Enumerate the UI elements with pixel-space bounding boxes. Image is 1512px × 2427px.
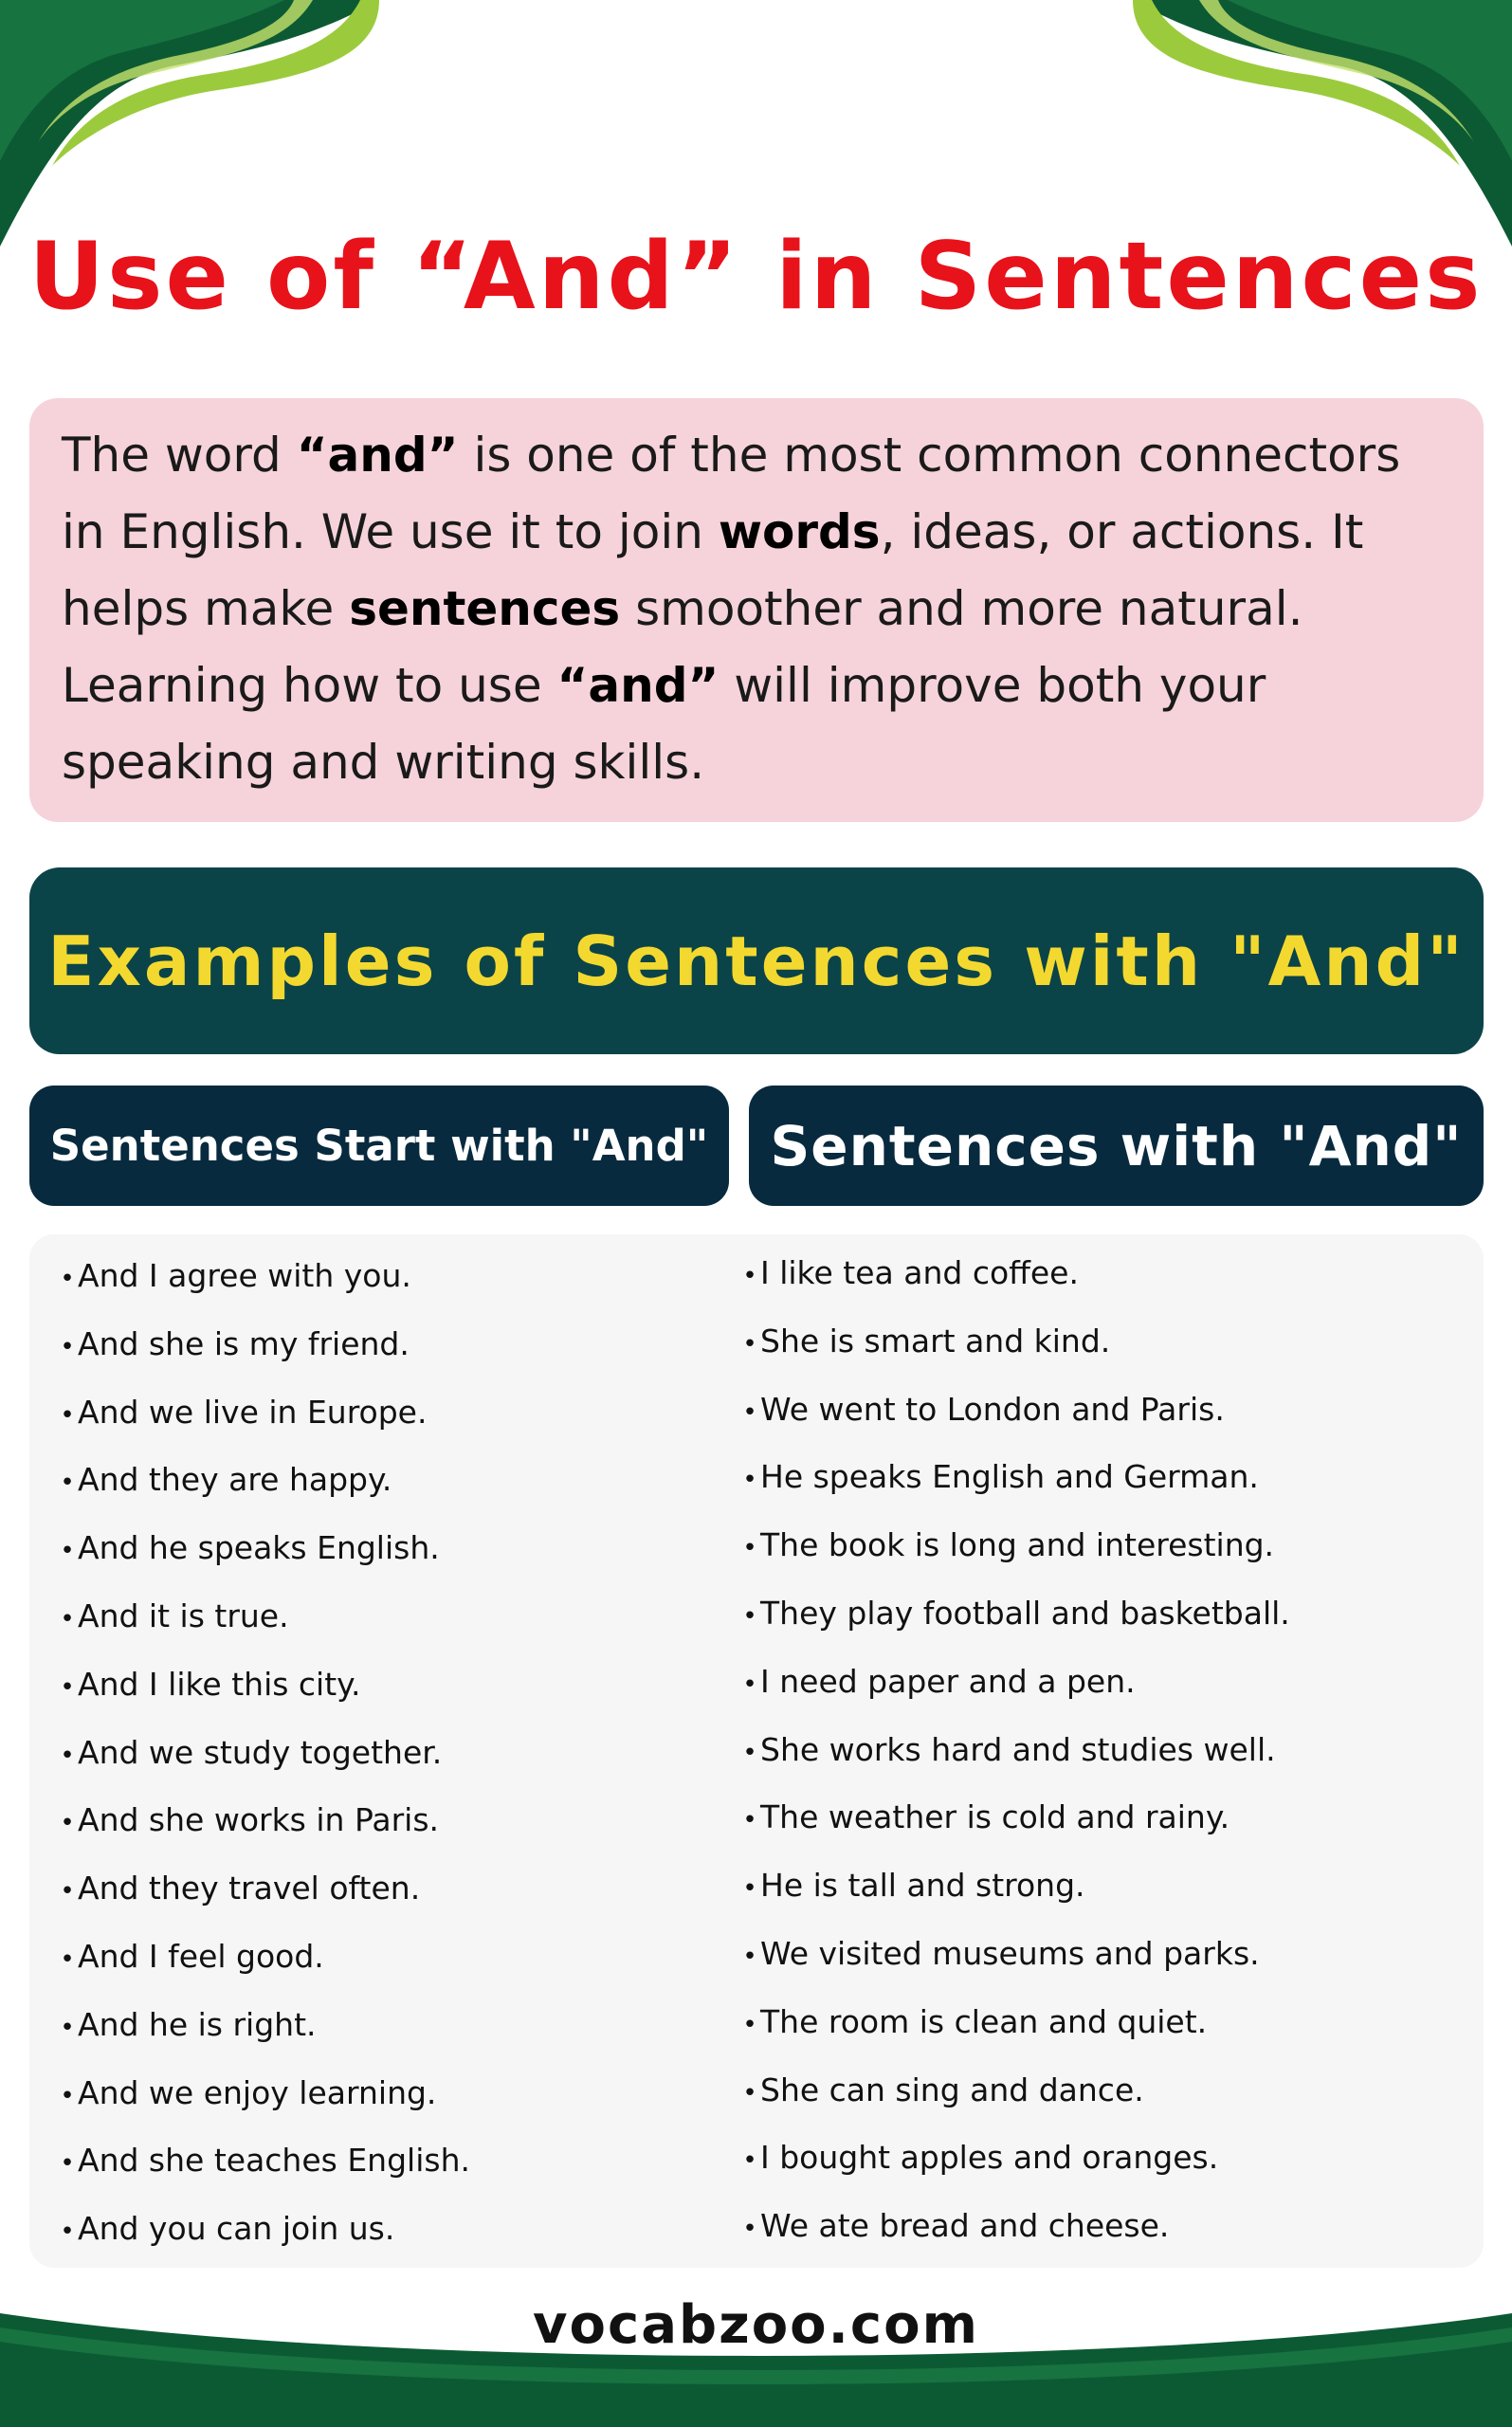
bullet-icon: • (742, 1806, 757, 1835)
page-title: Use of “And” in Sentences (28, 223, 1484, 331)
right-example-list (739, 1245, 1290, 2266)
list-item-text: And we study together. (78, 1733, 443, 1771)
list-item (739, 2129, 1290, 2198)
list-item-text: And he is right. (78, 2005, 317, 2043)
bullet-icon: • (742, 2010, 757, 2039)
intro-emphasis: sentences (349, 581, 621, 636)
list-item (57, 1520, 470, 1588)
bullet-icon: • (60, 1672, 75, 1702)
footer-website[interactable]: vocabzoo.com (533, 2294, 979, 2356)
list-item-text: The book is long and interesting. (760, 1526, 1275, 1564)
list-item-text: The weather is cold and rainy. (760, 1798, 1230, 1836)
list-item (57, 1451, 470, 1520)
intro-emphasis: “and” (296, 428, 459, 483)
list-item (739, 1653, 1290, 1722)
left-example-list (57, 1248, 470, 2269)
list-item-text: We visited museums and parks. (760, 1934, 1260, 1972)
bullet-icon: • (742, 1397, 757, 1427)
list-item (739, 1925, 1290, 1994)
list-item-text: He is tall and strong. (760, 1867, 1085, 1905)
bullet-icon: • (60, 1604, 75, 1633)
bullet-icon: • (742, 1262, 757, 1290)
intro-text: smoother and more natural. (620, 581, 1303, 636)
list-item (739, 1245, 1290, 1313)
bullet-icon: • (60, 1537, 75, 1566)
intro-text: Learning how to use (62, 658, 557, 713)
bullet-icon: • (742, 1329, 757, 1359)
bullet-icon: • (60, 1741, 75, 1770)
list-item (739, 1381, 1290, 1450)
bullet-icon: • (60, 1944, 75, 1974)
bullet-icon: • (742, 1601, 757, 1631)
list-item-text: And it is true. (78, 1597, 289, 1634)
list-item (57, 2065, 470, 2133)
bullet-icon: • (742, 1942, 757, 1971)
bullet-icon: • (742, 2078, 757, 2108)
list-item (57, 1384, 470, 1452)
intro-text: is one of the most common connectors (458, 428, 1401, 483)
list-item-text: I need paper and a pen. (760, 1662, 1136, 1700)
list-item-text: And she teaches English. (78, 2142, 470, 2180)
intro-line (62, 417, 1459, 494)
intro-text: The word (62, 428, 297, 483)
bullet-icon: • (60, 2149, 75, 2179)
list-item (739, 1994, 1290, 2062)
list-item (739, 1449, 1290, 1517)
bullet-icon: • (60, 1400, 75, 1430)
list-item (57, 1928, 470, 1997)
list-item-text: And they travel often. (78, 1870, 421, 1907)
bullet-icon: • (742, 1738, 757, 1767)
bullet-icon: • (742, 1466, 757, 1495)
list-item (57, 1656, 470, 1724)
list-item (739, 1789, 1290, 1857)
list-item-text: We went to London and Paris. (760, 1390, 1225, 1428)
list-item-text: We ate bread and cheese. (760, 2207, 1170, 2245)
list-item-text: And she is my friend. (78, 1324, 410, 1362)
bullet-icon: • (742, 1534, 757, 1563)
examples-heading: Examples of Sentences with "And" (29, 867, 1484, 1054)
list-item (57, 2200, 470, 2269)
bullet-icon: • (742, 2146, 757, 2176)
intro-line (62, 571, 1459, 648)
list-item-text: She can sing and dance. (760, 2071, 1144, 2108)
list-item (739, 1313, 1290, 1381)
list-item (57, 1588, 470, 1656)
bullet-icon: • (742, 2215, 757, 2244)
list-item (57, 2132, 470, 2200)
list-item (739, 1585, 1290, 1653)
bullet-icon: • (742, 1874, 757, 1904)
intro-text: in English. We use it to join (62, 504, 719, 559)
list-item (739, 2062, 1290, 2130)
bullet-icon: • (60, 2217, 75, 2247)
list-item-text: I bought apples and oranges. (760, 2139, 1219, 2177)
list-item-text: The room is clean and quiet. (760, 2002, 1208, 2040)
bullet-icon: • (60, 1469, 75, 1498)
bullet-icon: • (60, 1809, 75, 1838)
intro-text: , ideas, or actions. It (880, 504, 1364, 559)
bullet-icon: • (60, 2013, 75, 2042)
list-item-text: And I like this city. (78, 1665, 361, 1703)
list-item (57, 1997, 470, 2065)
list-item-text: She works hard and studies well. (760, 1730, 1276, 1768)
bullet-icon: • (60, 1332, 75, 1361)
list-item-text: And they are happy. (78, 1461, 392, 1499)
list-item-text: I like tea and coffee. (760, 1254, 1079, 1291)
bullet-icon: • (60, 1877, 75, 1907)
list-item (739, 1722, 1290, 1790)
intro-text: helps make (62, 581, 350, 636)
intro-line (62, 724, 1459, 801)
bullet-icon: • (60, 2081, 75, 2110)
list-item-text: And I feel good. (78, 1937, 324, 1975)
left-column-heading: Sentences Start with "And" (29, 1086, 729, 1206)
intro-paragraph (29, 398, 1484, 822)
intro-line (62, 648, 1459, 724)
list-item-text: They play football and basketball. (760, 1594, 1290, 1632)
right-column-heading: Sentences with "And" (749, 1086, 1484, 1206)
list-item (739, 1857, 1290, 1925)
bullet-icon: • (742, 1670, 757, 1699)
list-item-text: He speaks English and German. (760, 1458, 1259, 1496)
list-item-text: And we live in Europe. (78, 1393, 428, 1431)
list-item (57, 1792, 470, 1860)
list-item-text: She is smart and kind. (760, 1322, 1111, 1359)
intro-line (62, 494, 1459, 571)
intro-text: speaking and writing skills. (62, 735, 705, 790)
list-item-text: And you can join us. (78, 2210, 395, 2248)
list-item (739, 2198, 1290, 2266)
list-item (739, 1517, 1290, 1585)
list-item-text: And I agree with you. (78, 1257, 411, 1294)
list-item (57, 1248, 470, 1316)
bullet-icon: • (60, 1265, 75, 1293)
intro-emphasis: “and” (556, 658, 720, 713)
list-item-text: And he speaks English. (78, 1529, 440, 1567)
intro-emphasis: words (718, 504, 881, 559)
intro-text: will improve both your (719, 658, 1266, 713)
list-item (57, 1316, 470, 1384)
list-item (57, 1724, 470, 1793)
list-item-text: And she works in Paris. (78, 1801, 439, 1839)
list-item (57, 1860, 470, 1928)
list-item-text: And we enjoy learning. (78, 2073, 437, 2111)
